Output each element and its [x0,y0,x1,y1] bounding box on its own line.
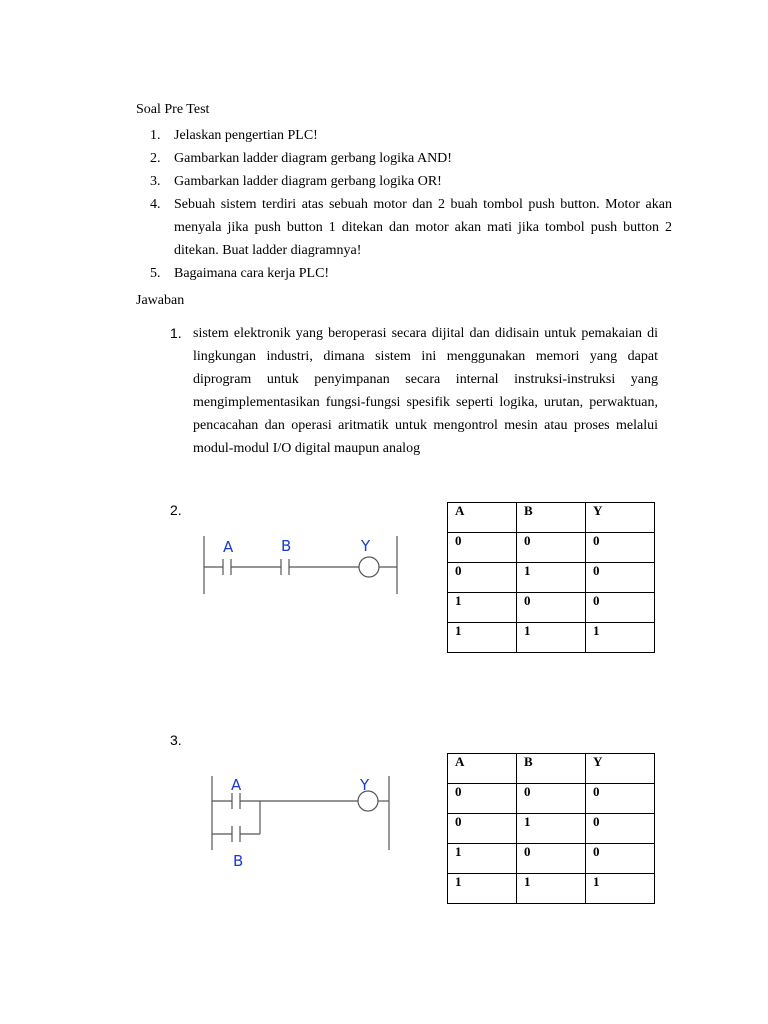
or-ladder-diagram [200,770,400,870]
answer-line: pencacahan dan operasi aritmatik untuk mengontrol mesin atau proses melalui [193,418,658,433]
cell: 0 [448,784,517,814]
table-row [448,784,655,814]
table-row [448,623,655,653]
table-row [448,874,655,904]
question-text-line: ditekan. Buat ladder diagramnya! [174,243,362,258]
header-y: Y [586,503,655,533]
answer-3-number: 3. [170,732,182,748]
contact-a-symbol [223,559,231,575]
cell: 1 [517,563,586,593]
cell: 1 [517,623,586,653]
table-row [448,844,655,874]
cell: 0 [517,533,586,563]
header-b: B [517,754,586,784]
cell: 1 [448,844,517,874]
label-a: A [231,776,242,794]
table-row [448,814,655,844]
cell: 0 [586,533,655,563]
output-coil-y-symbol [359,557,379,577]
question-5 [150,262,672,285]
question-text-line: Sebuah sistem terdiri atas sebuah motor dan 2 buah tombol push button. Motor akan [174,197,672,212]
answer-line: modul-modul I/O digital maupun analog [193,441,421,456]
and-truth-table [447,502,655,653]
question-3 [150,170,672,193]
header-y: Y [586,754,655,784]
table-header-row [448,754,655,784]
label-y: Y [361,537,371,555]
answer-line: mengimplementasikan fungsi-fungsi spesifik seperti logika, urutan, perwaktuan, [193,395,658,410]
contact-b-symbol [232,826,240,842]
answer-1-text [193,322,658,460]
question-text: Gambarkan ladder diagram gerbang logika OR! [174,174,442,189]
cell: 0 [517,784,586,814]
cell: 0 [517,844,586,874]
header-a: A [448,503,517,533]
cell: 1 [448,623,517,653]
contact-a-symbol [232,793,240,809]
page-title: Soal Pre Test [136,102,210,117]
cell: 1 [517,814,586,844]
cell: 0 [586,563,655,593]
question-2 [150,147,672,170]
cell: 0 [517,593,586,623]
cell: 0 [448,563,517,593]
and-ladder-diagram [195,530,405,600]
answer-line: lingkungan industri, dimana sistem ini menggunakan memori yang dapat [193,349,658,364]
cell: 1 [448,593,517,623]
answer-2-number: 2. [170,502,182,518]
cell: 1 [586,623,655,653]
table-row [448,593,655,623]
cell: 0 [586,784,655,814]
question-number: 1. [150,128,161,143]
question-number: 3. [150,174,161,189]
question-4 [150,193,672,262]
answers-heading: Jawaban [136,293,185,308]
question-number: 5. [150,266,161,281]
question-text: Bagaimana cara kerja PLC! [174,266,330,281]
cell: 0 [586,814,655,844]
question-text: Gambarkan ladder diagram gerbang logika AND! [174,151,452,166]
or-truth-table [447,753,655,904]
cell: 0 [448,814,517,844]
table-row [448,533,655,563]
table-header-row [448,503,655,533]
answer-line: sistem elektronik yang beroperasi secara dijital dan didisain untuk pemakaian di [193,326,658,341]
answer-1-number: 1. [170,325,182,341]
cell: 1 [517,874,586,904]
question-number: 2. [150,151,161,166]
question-number: 4. [150,197,161,212]
header-b: B [517,503,586,533]
output-coil-y-symbol [358,791,378,811]
question-1 [150,124,672,147]
cell: 0 [586,844,655,874]
question-text-line: menyala jika push button 1 ditekan dan motor akan mati jika tombol push button 2 [174,220,672,235]
contact-b-symbol [281,559,289,575]
cell: 1 [586,874,655,904]
cell: 0 [448,533,517,563]
label-b: B [281,537,292,555]
answer-line: diprogram untuk penyimpanan secara internal instruksi-instruksi yang [193,372,658,387]
label-y: Y [360,776,370,794]
label-a: A [223,538,234,556]
question-text: Jelaskan pengertian PLC! [174,128,318,143]
table-row [448,563,655,593]
cell: 1 [448,874,517,904]
cell: 0 [586,593,655,623]
header-a: A [448,754,517,784]
label-b: B [233,852,244,870]
